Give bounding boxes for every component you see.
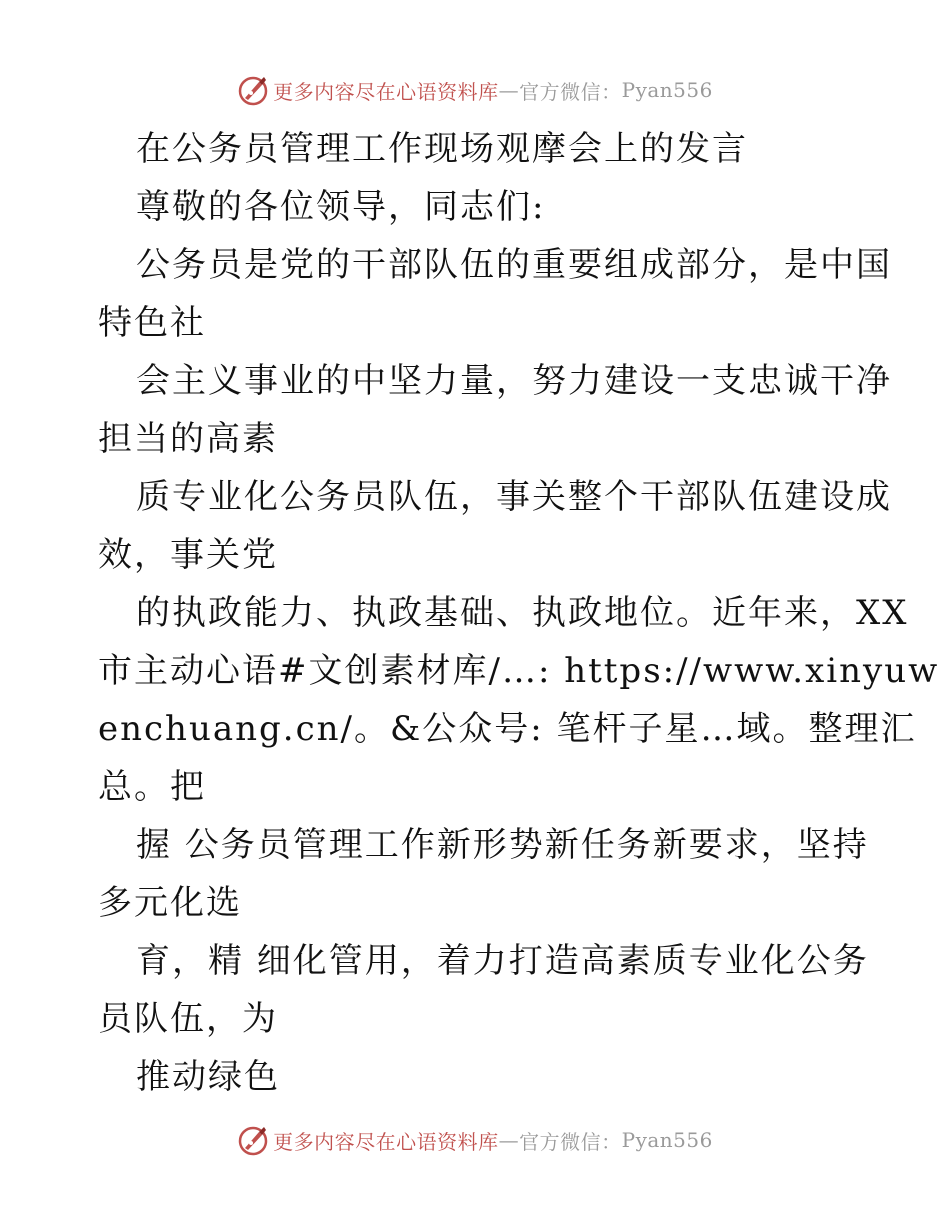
banner-brand-text: 更多内容尽在心语资料库 [273,79,499,104]
banner-dash: — [498,1128,520,1152]
text-line: 特色社 [98,303,206,343]
quill-pen-logo-icon [237,74,269,106]
banner-wechat-label: 官方微信： [519,79,622,104]
document-title: 在公务员管理工作现场观摩会上的发言 [136,129,748,169]
quill-pen-logo-icon [237,1124,269,1156]
text-line: 效，事关党 [98,535,278,575]
footer-banner [0,1120,950,1160]
text-line: 育，精 细化管用，着力打造高素质专业化公务 [136,941,869,981]
text-line: 的执政能力、执政基础、执政地位。近年来，XX [136,593,909,633]
text-line: 推动绿色 [136,1057,280,1097]
text-line: 质专业化公务员队伍，事关整个干部队伍建设成 [136,477,892,517]
header-banner [0,70,950,110]
text-line: 多元化选 [98,883,242,923]
text-line: 公务员是党的干部队伍的重要组成部分，是中国 [136,245,892,285]
text-line: 市主动心语#文创素材库/…: https://www.xinyuw [98,651,940,691]
banner-wechat-id: Pyan556 [621,78,713,102]
banner-dash: — [498,78,520,102]
banner-brand-text: 更多内容尽在心语资料库 [273,1129,499,1154]
text-line: 担当的高素 [98,419,278,459]
text-line: enchuang.cn/。&公众号: 笔杆子星…域。整理汇 [98,709,917,749]
salutation: 尊敬的各位领导，同志们: [136,187,546,227]
text-line: 总。把 [98,767,206,807]
text-line: 员队伍，为 [98,999,278,1039]
text-line: 握 公务员管理工作新形势新任务新要求，坚持 [136,825,869,865]
banner-wechat-id: Pyan556 [621,1128,713,1152]
banner-wechat-label: 官方微信： [519,1129,622,1154]
document-body [98,120,940,1106]
text-line: 会主义事业的中坚力量，努力建设一支忠诚干净 [136,361,892,401]
